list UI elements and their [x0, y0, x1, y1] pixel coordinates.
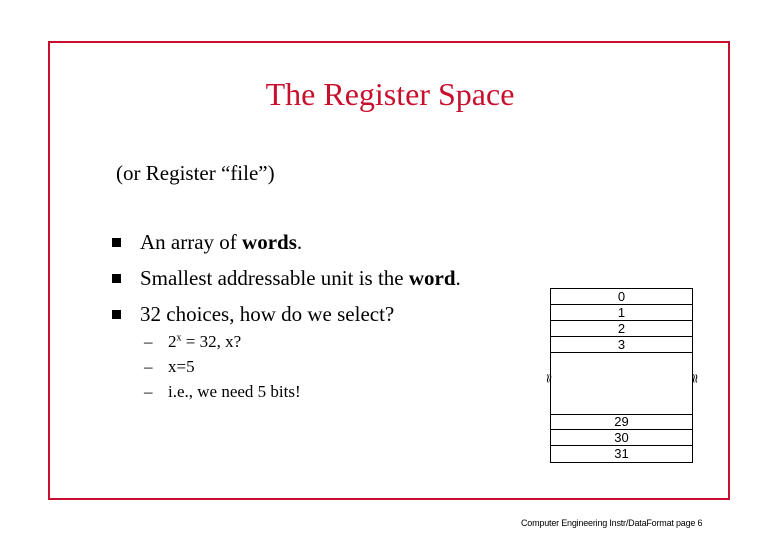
- dash-bullet: –: [144, 332, 153, 351]
- slide-subtitle: (or Register “file”): [116, 161, 275, 185]
- square-bullet-icon: [112, 238, 121, 247]
- register-cell: 2: [551, 321, 692, 337]
- slide-footer: Computer Engineering Instr/DataFormat page 6: [521, 518, 703, 528]
- register-gap: [551, 354, 692, 415]
- bullet-text: An array of words.: [140, 230, 303, 254]
- sub-bullet-text: x=5: [168, 357, 195, 376]
- register-cell: 30: [551, 430, 692, 446]
- dash-bullet: –: [144, 357, 153, 376]
- register-file-diagram: [550, 288, 693, 463]
- bullet-text: 32 choices, how do we select?: [140, 302, 395, 326]
- register-cell: 31: [614, 446, 629, 461]
- register-cell: 29: [551, 414, 692, 430]
- sub-bullet-text: i.e., we need 5 bits!: [168, 382, 301, 401]
- square-bullet-icon: [112, 310, 121, 319]
- register-cell: 0: [551, 289, 692, 305]
- register-cell: 3: [551, 337, 692, 353]
- dash-bullet: –: [144, 382, 153, 401]
- sub-bullet-text: $2^x = 32$, x?: [168, 332, 242, 351]
- break-left-icon: ≈: [540, 373, 556, 384]
- register-cell: 1: [551, 305, 692, 321]
- bullet-text: Smallest addressable unit is the word.: [140, 266, 461, 290]
- break-right-icon: ≈: [686, 373, 702, 384]
- slide-title: The Register Space: [265, 76, 515, 112]
- square-bullet-icon: [112, 274, 121, 283]
